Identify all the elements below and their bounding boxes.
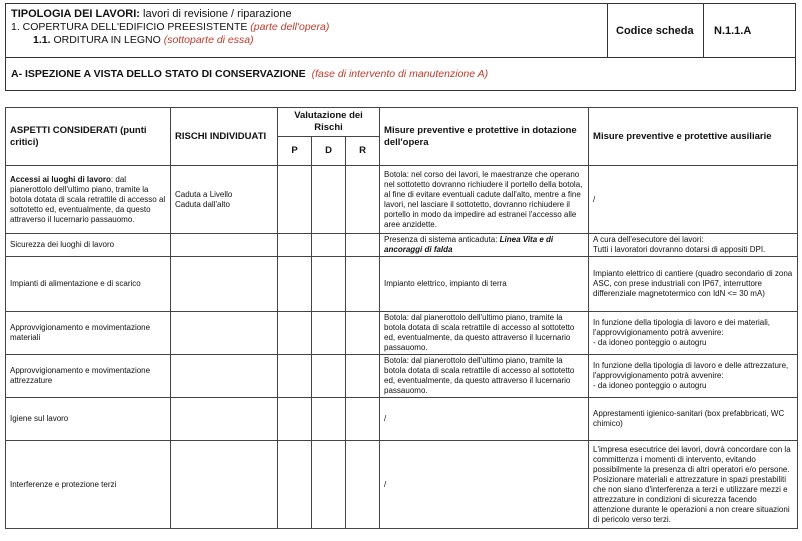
opera-cell xyxy=(380,234,589,257)
tipologia-line xyxy=(11,8,602,21)
rischi-cell xyxy=(171,234,278,257)
level1-note: (parte dell'opera) xyxy=(250,21,330,33)
ausiliarie-cell xyxy=(589,312,798,355)
level2-note: (sottoparte di essa) xyxy=(163,34,254,46)
p-cell xyxy=(278,398,312,441)
d-cell xyxy=(312,398,346,441)
header-misure-ausiliarie: Misure preventive e protettive ausiliarie xyxy=(589,108,798,166)
tipologia-block xyxy=(6,4,608,57)
level2-line xyxy=(11,34,602,47)
phase-note: (fase di intervento di manutenzione A) xyxy=(311,67,489,80)
r-cell xyxy=(346,355,380,398)
header-aspetti: ASPETTI CONSIDERATI (punti critici) xyxy=(6,108,171,166)
ausiliarie-cell: Apprestamenti igienico-sanitari (box prefabbricati, WC chimico) xyxy=(589,398,798,441)
rischi-cell xyxy=(171,398,278,441)
aspetto-text: : dal pianerottolo dell'ultimo piano, tramite la botola dotata di scala retrattile di accesso al sottotetto ed, eventualmente, da questo attraverso il lucernario passauomo. xyxy=(10,174,166,224)
codice-scheda-value: N.1.1.A xyxy=(714,24,752,37)
aspetto-cell: Approvvigionamento e movimentazione materiali xyxy=(6,312,171,355)
phase-row xyxy=(6,57,795,90)
risk-table xyxy=(5,107,798,529)
codice-scheda-label: Codice scheda xyxy=(608,4,704,57)
rischio-item: Caduta a Livello xyxy=(175,189,233,199)
ausiliarie-line: In funzione della tipologia di lavoro e delle attrezzature, l'approvvigionamento potrà avvenire: xyxy=(593,361,789,380)
rischio-item: Caduta dall'alto xyxy=(175,199,230,209)
phase-title: A- ISPEZIONE A VISTA DELLO STATO DI CONSERVAZIONE xyxy=(11,67,306,80)
d-cell xyxy=(312,355,346,398)
header-rischi: RISCHI INDIVIDUATI xyxy=(171,108,278,166)
ausiliarie-line: - da idoneo ponteggio o autogru xyxy=(593,381,707,390)
r-cell xyxy=(346,166,380,234)
opera-cell: / xyxy=(380,398,589,441)
r-cell xyxy=(346,234,380,257)
r-cell xyxy=(346,257,380,312)
table-row xyxy=(6,398,798,441)
p-cell xyxy=(278,234,312,257)
table-row xyxy=(6,234,798,257)
level2-text: ORDITURA IN LEGNO xyxy=(53,34,161,46)
tipologia-value: lavori di revisione / riparazione xyxy=(143,8,292,20)
r-cell xyxy=(346,398,380,441)
d-cell xyxy=(312,312,346,355)
opera-cell: Botola: nel corso dei lavori, le maestranze che operano nel sottotetto dovranno richiudere il portello della botola, al fine di evitare eventuali cadute dall'alto, mentre a fine lavori, nel lasciare il sottotetto, dovranno richiudere il portello in modo da impedire ad estranei l'accesso alle aree anzidette. xyxy=(380,166,589,234)
ausiliarie-cell xyxy=(589,355,798,398)
ausiliarie-line: Tutti i lavoratori dovranno dotarsi di appositi DPI. xyxy=(593,245,766,254)
table-row xyxy=(6,355,798,398)
table-row xyxy=(6,166,798,234)
opera-cell: Impianto elettrico, impianto di terra xyxy=(380,257,589,312)
rischi-cell xyxy=(171,441,278,529)
ausiliarie-cell xyxy=(589,234,798,257)
scheda-header xyxy=(5,3,796,91)
ausiliarie-line: - da idoneo ponteggio o autogru xyxy=(593,338,707,347)
aspetto-cell: Sicurezza dei luoghi di lavoro xyxy=(6,234,171,257)
d-cell xyxy=(312,257,346,312)
aspetto-cell xyxy=(6,166,171,234)
level1-line xyxy=(11,21,602,34)
header-top-row xyxy=(6,4,795,58)
d-cell xyxy=(312,441,346,529)
rischi-cell xyxy=(171,257,278,312)
aspetto-bold: Accessi ai luoghi di lavoro xyxy=(10,174,111,184)
aspetto-cell: Interferenze e protezione terzi xyxy=(6,441,171,529)
level2-num: 1.1. xyxy=(33,34,51,46)
aspetto-cell: Igiene sul lavoro xyxy=(6,398,171,441)
ausiliarie-cell: / xyxy=(589,166,798,234)
table-row xyxy=(6,441,798,529)
opera-cell: / xyxy=(380,441,589,529)
header-d: D xyxy=(312,137,346,166)
table-row xyxy=(6,312,798,355)
rischi-cell xyxy=(171,355,278,398)
rischi-cell xyxy=(171,312,278,355)
opera-cell: Botola: dal pianerottolo dell'ultimo piano, tramite la botola dotata di scala retrattile di accesso al sottotetto ed, eventualmente, da questo attraverso il lucernario passauomo. xyxy=(380,312,589,355)
ausiliarie-line: A cura dell'esecutore dei lavori: xyxy=(593,235,704,244)
aspetto-cell: Approvvigionamento e movimentazione attrezzature xyxy=(6,355,171,398)
p-cell xyxy=(278,257,312,312)
p-cell xyxy=(278,355,312,398)
ausiliarie-cell: Impianto elettrico di cantiere (quadro secondario di zona ASC, con prese industriali con IP67, interruttore differenziale magnetotermico con IdN <= 30 mA) xyxy=(589,257,798,312)
level1-text: 1. COPERTURA DELL'EDIFICIO PREESISTENTE xyxy=(11,21,248,33)
tipologia-label: TIPOLOGIA DEI LAVORI: xyxy=(11,8,140,20)
ausiliarie-cell: L'impresa esecutrice dei lavori, dovrà concordare con la committenza i momenti di intervento, evitando possibilmente la presenza di altri operatori e/o persone. Posizionare materiali e attrezzature in spazi prestabiliti che non siano d'interferenza a terzi e utilizzare mezzi e attrezzature in condizioni di sicurezza facendo attenzione durante le operazioni a non creare situazioni di pericolo verso terzi. xyxy=(589,441,798,529)
p-cell xyxy=(278,166,312,234)
aspetto-cell: Impianti di alimentazione e di scarico xyxy=(6,257,171,312)
table-row xyxy=(6,257,798,312)
p-cell xyxy=(278,312,312,355)
header-misure-opera: Misure preventive e protettive in dotazione dell'opera xyxy=(380,108,589,166)
opera-text: Presenza di sistema anticaduta: xyxy=(384,235,500,244)
header-r: R xyxy=(346,137,380,166)
opera-emphasis: Linea Vita e di ancoraggi di falda xyxy=(384,235,554,254)
header-p: P xyxy=(278,137,312,166)
opera-cell: Botola: dal pianerottolo dell'ultimo piano, tramite la botola dotata di scala retrattile di accesso al sottotetto ed, eventualmente, da questo attraverso il lucernario passauomo. xyxy=(380,355,589,398)
r-cell xyxy=(346,441,380,529)
header-valutazione: Valutazione dei Rischi xyxy=(278,108,380,137)
d-cell xyxy=(312,234,346,257)
p-cell xyxy=(278,441,312,529)
rischi-cell xyxy=(171,166,278,234)
d-cell xyxy=(312,166,346,234)
ausiliarie-line: In funzione della tipologia di lavoro e dei materiali, l'approvvigionamento potrà avvenire: xyxy=(593,318,771,337)
r-cell xyxy=(346,312,380,355)
